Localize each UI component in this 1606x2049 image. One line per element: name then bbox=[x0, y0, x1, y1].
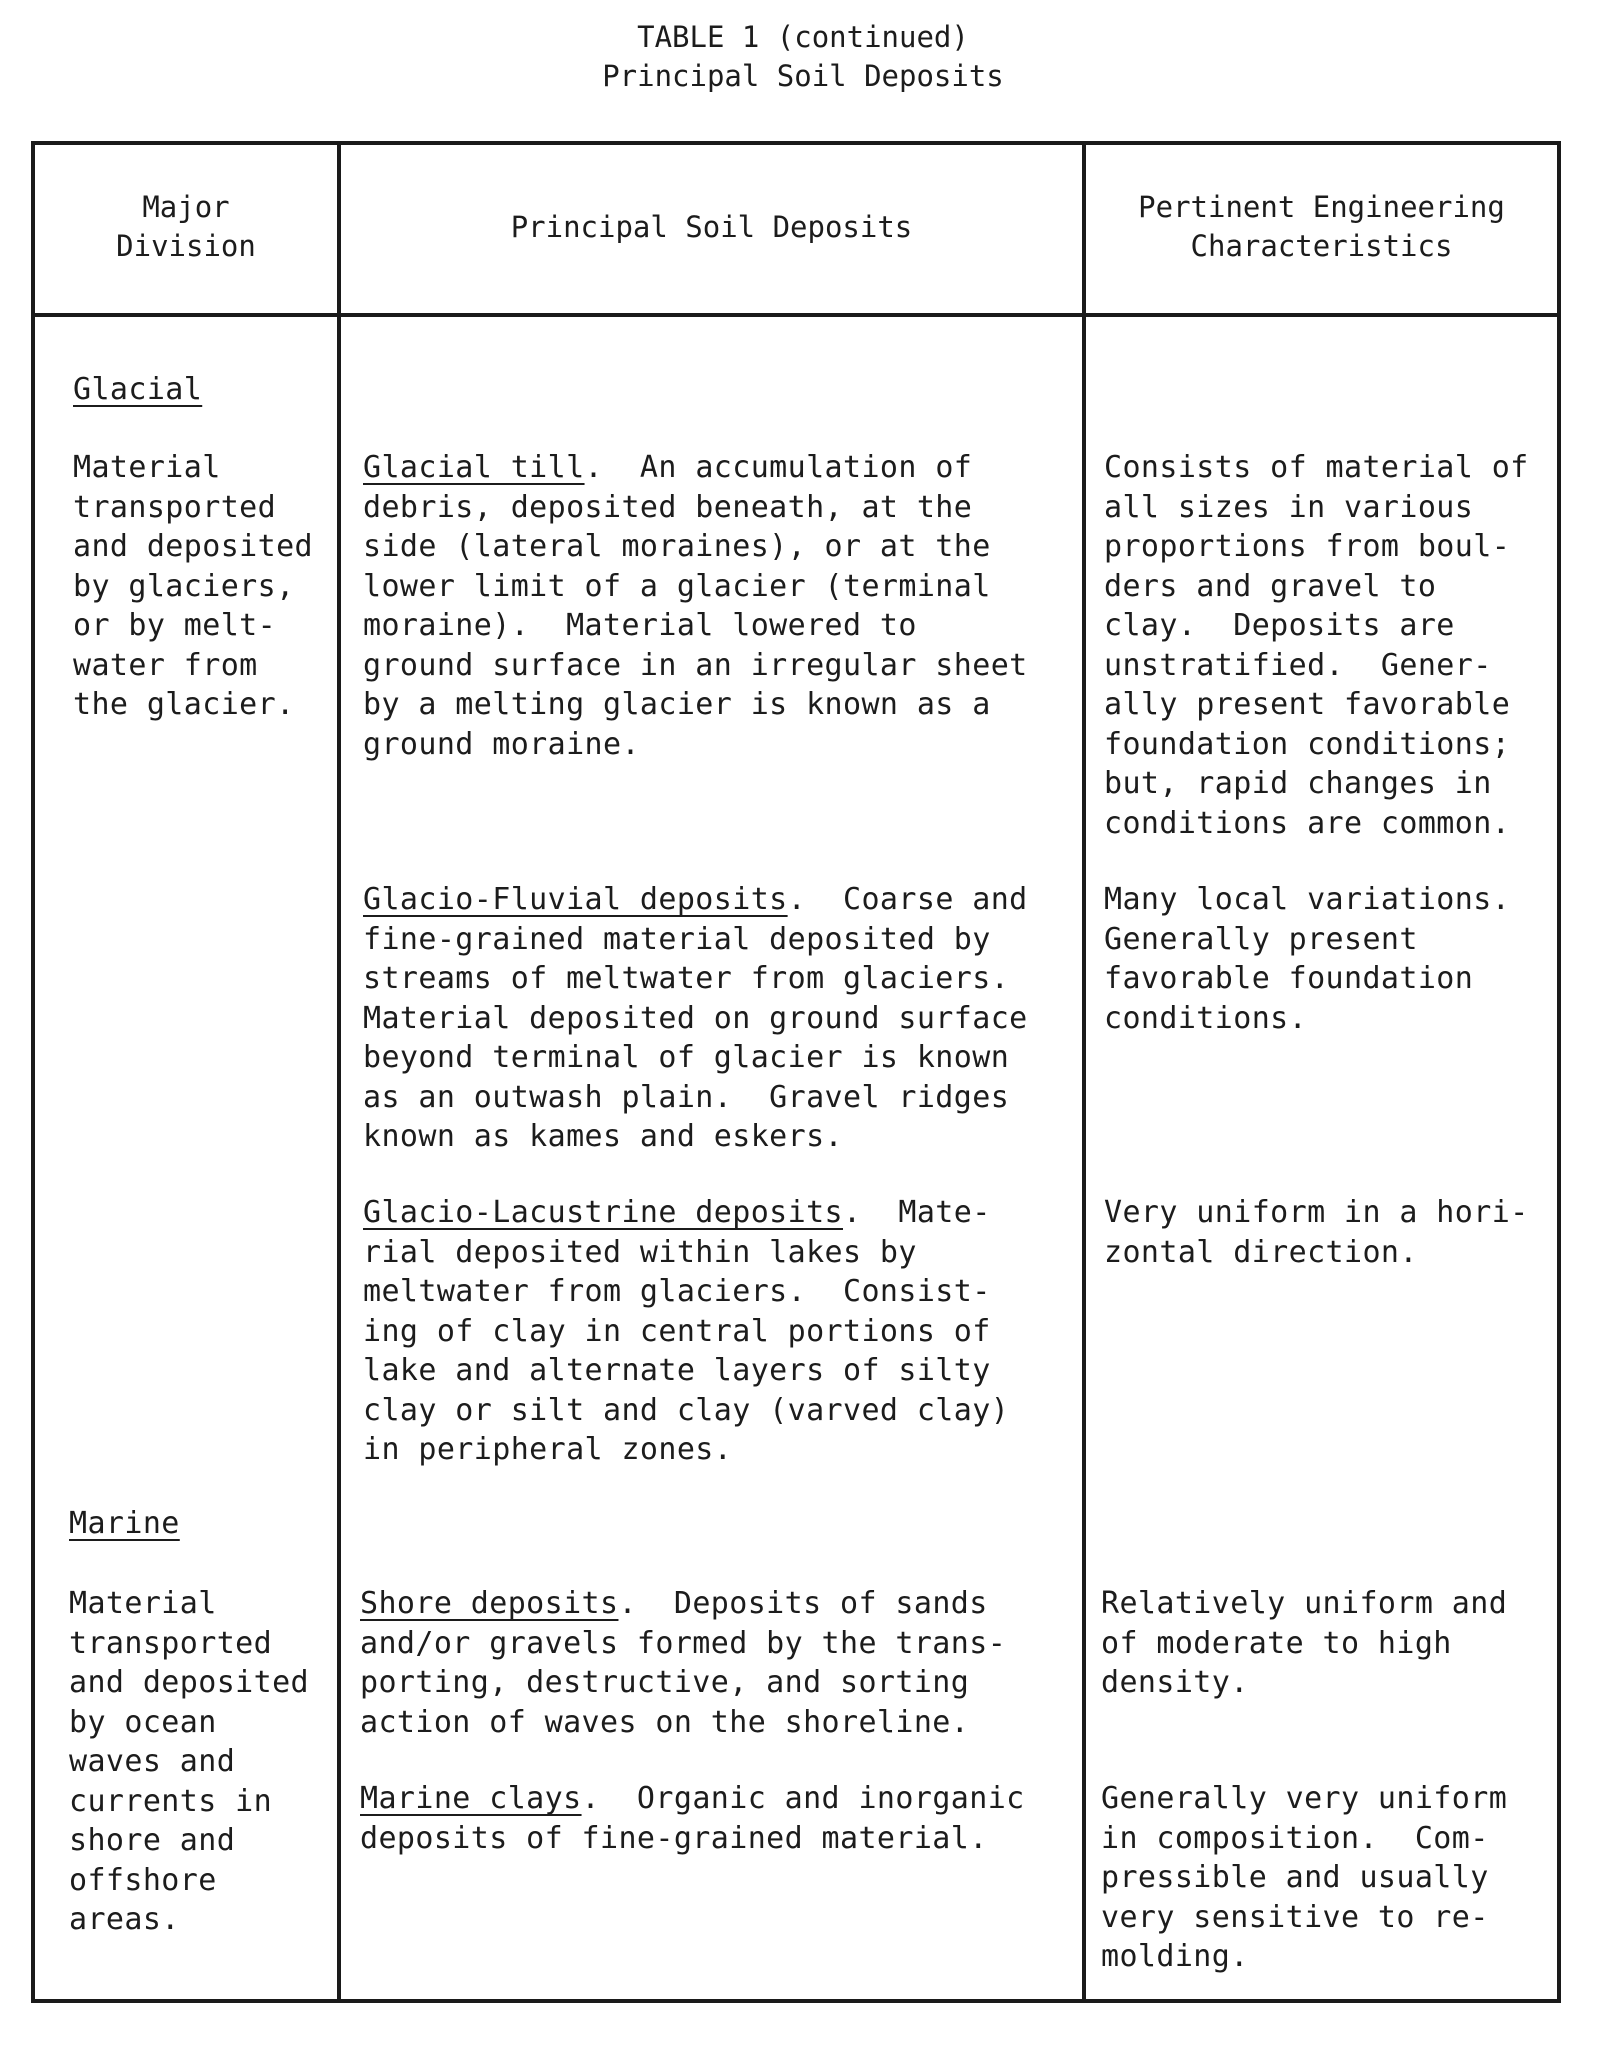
deposit-marine-clays bbox=[360, 1779, 1025, 1858]
header-major-division-line1: Major bbox=[142, 190, 230, 224]
header-major-division-line2: Division bbox=[116, 229, 256, 263]
deposit-glacio-fluvial bbox=[363, 880, 1028, 1157]
deposit-glacio-fluvial-name: Glacio-Fluvial deposits bbox=[363, 882, 788, 917]
deposit-shore-text: . Deposits of sands and/or gravels formed by the trans- porting, destructive, and sorting action of waves on the shoreline. bbox=[360, 1586, 1007, 1740]
deposit-glacial-till-text: . An accumulation of debris, deposited beneath, at the side (lateral moraines), or at the lower limit of a glacier (terminal moraine). Material lowered to ground surface in an irregular sheet by a melting glacier is known as a ground moraine. bbox=[363, 450, 1028, 762]
section-heading-glacial: Glacial bbox=[73, 372, 203, 407]
deposit-glacio-fluvial-text: . Coarse and fine-grained material deposited by streams of meltwater from glaciers. Material deposited on ground surface beyond terminal of glacier is known as an outwash plain. Gravel ridges known as kames and eskers. bbox=[363, 882, 1028, 1154]
characteristics-marine-clays: Generally very uniform in composition. Com- pressible and usually very sensitive to re- molding. bbox=[1101, 1781, 1508, 1974]
header-principal-soil-deposits-label: Principal Soil Deposits bbox=[510, 209, 913, 244]
column-divider-2 bbox=[1082, 141, 1086, 2003]
deposit-glacio-lacustrine bbox=[363, 1193, 1009, 1470]
characteristics-glacio-fluvial: Many local variations. Generally present favorable foundation conditions. bbox=[1104, 882, 1511, 1036]
section-heading-marine: Marine bbox=[69, 1506, 180, 1541]
header-principal-soil-deposits bbox=[341, 141, 1082, 313]
deposit-glacio-lacustrine-name: Glacio-Lacustrine deposits bbox=[363, 1195, 843, 1230]
deposit-marine-clays-text: . Organic and inorganic deposits of fine-grained material. bbox=[360, 1781, 1025, 1856]
deposit-glacial-till-name: Glacial till bbox=[363, 450, 585, 485]
header-engineering-line2: Characteristics bbox=[1190, 229, 1453, 263]
characteristics-shore: Relatively uniform and of moderate to high density. bbox=[1101, 1586, 1508, 1700]
deposit-shore-name: Shore deposits bbox=[360, 1586, 619, 1621]
table-title-line1: TABLE 1 (continued) bbox=[637, 20, 969, 54]
deposit-glacial-till bbox=[363, 448, 1028, 764]
characteristics-glacial-till: Consists of material of all sizes in various proportions from boul- ders and gravel to clay. Deposits are unstratified. Gener- ally present favorable foundation conditions; but, rapid changes in conditions are common. bbox=[1104, 450, 1529, 841]
division-marine-description: Material transported and deposited by ocean waves and currents in shore and offshore areas. bbox=[69, 1586, 309, 1937]
characteristics-glacio-lacustrine: Very uniform in a hori- zontal direction. bbox=[1104, 1195, 1529, 1270]
header-engineering-line1: Pertinent Engineering bbox=[1138, 190, 1505, 224]
table-title bbox=[0, 18, 1606, 96]
header-divider bbox=[31, 313, 1561, 317]
table-title-line2: Principal Soil Deposits bbox=[602, 59, 1004, 93]
column-divider-1 bbox=[337, 141, 341, 2003]
header-engineering-characteristics bbox=[1086, 141, 1557, 313]
deposit-glacio-lacustrine-text: . Mate- rial deposited within lakes by meltwater from glaciers. Consist- ing of clay in central portions of lake and alternate layers of silty clay or silt and clay (varved clay) in peripheral zones. bbox=[363, 1195, 1010, 1467]
header-major-division bbox=[35, 141, 337, 313]
deposit-marine-clays-name: Marine clays bbox=[360, 1781, 582, 1816]
deposit-shore bbox=[360, 1584, 1006, 1742]
division-glacial-description: Material transported and deposited by glaciers, or by melt- water from the glacier. bbox=[73, 450, 313, 722]
